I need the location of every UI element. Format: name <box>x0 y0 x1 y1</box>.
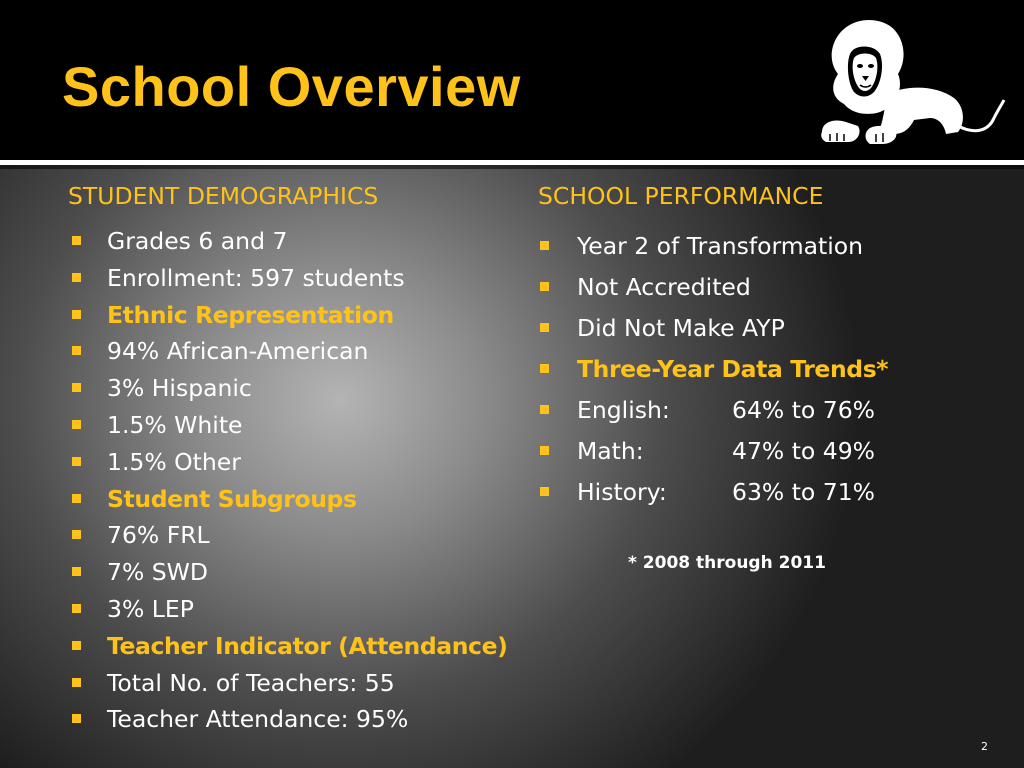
list-item <box>72 369 507 406</box>
list-item-text: 3% Hispanic <box>107 374 252 403</box>
list-item <box>72 259 507 296</box>
list-item <box>540 267 888 308</box>
trend-row-english <box>540 390 888 431</box>
list-item-text: Teacher Indicator (Attendance) <box>107 631 508 660</box>
list-item <box>72 700 507 737</box>
trend-subject: English: <box>577 396 670 424</box>
list-item-text: Ethnic Representation <box>107 300 394 329</box>
header-divider-shadow <box>0 165 1024 169</box>
slide-title: School Overview <box>62 55 521 118</box>
list-item-text: Three-Year Data Trends* <box>577 355 889 383</box>
list-item-text: Did Not Make AYP <box>577 314 785 342</box>
trend-value: 64% to 76% <box>732 396 875 424</box>
bullet-icon <box>72 494 81 503</box>
trend-row-math <box>540 431 888 472</box>
performance-heading: SCHOOL PERFORMANCE <box>538 182 824 210</box>
bullet-icon <box>72 567 81 576</box>
bullet-icon <box>72 714 81 723</box>
bullet-icon <box>72 530 81 539</box>
list-item-text: 3% LEP <box>107 594 194 623</box>
list-item <box>540 308 888 349</box>
list-item-text: 7% SWD <box>107 558 208 587</box>
bullet-icon <box>540 487 549 496</box>
list-item <box>72 222 507 259</box>
bullet-icon <box>72 236 81 245</box>
list-item-text: Student Subgroups <box>107 484 357 513</box>
performance-list <box>540 226 888 513</box>
trend-subject: Math: <box>577 437 644 465</box>
list-item-text: Enrollment: 597 students <box>107 263 405 292</box>
trend-row-history <box>540 472 888 513</box>
list-item-text: Teacher Attendance: 95% <box>107 705 409 734</box>
demographics-list <box>72 222 507 737</box>
slide-number: 2 <box>981 740 988 753</box>
bullet-icon <box>72 383 81 392</box>
bullet-icon <box>72 310 81 319</box>
list-subheading <box>72 480 507 517</box>
trend-value: 47% to 49% <box>732 437 875 465</box>
bullet-icon <box>540 241 549 250</box>
demographics-heading: STUDENT DEMOGRAPHICS <box>68 182 379 210</box>
bullet-icon <box>72 346 81 355</box>
list-item-text: 1.5% Other <box>107 447 241 476</box>
list-item-text: Grades 6 and 7 <box>107 227 288 255</box>
list-subheading <box>72 627 507 664</box>
list-item <box>72 443 507 480</box>
bullet-icon <box>540 323 549 332</box>
trend-subject: History: <box>577 478 667 506</box>
list-item <box>72 553 507 590</box>
list-item <box>72 516 507 553</box>
list-subheading <box>72 296 507 333</box>
list-item-text: 94% African-American <box>107 337 369 366</box>
bullet-icon <box>540 364 549 373</box>
list-item-text: Total No. of Teachers: 55 <box>107 668 395 697</box>
list-item <box>72 332 507 369</box>
list-item-text: Not Accredited <box>577 273 751 301</box>
bullet-icon <box>540 405 549 414</box>
list-item-text: 1.5% White <box>107 410 243 439</box>
list-item <box>72 406 507 443</box>
list-item-text: Year 2 of Transformation <box>577 232 864 260</box>
bullet-icon <box>72 273 81 282</box>
list-item <box>72 664 507 701</box>
list-item <box>72 590 507 627</box>
bullet-icon <box>72 604 81 613</box>
bullet-icon <box>72 678 81 687</box>
list-item <box>540 226 888 267</box>
bullet-icon <box>72 420 81 429</box>
list-subheading <box>540 349 888 390</box>
list-item-text: 76% FRL <box>107 521 210 550</box>
footnote: * 2008 through 2011 <box>628 553 826 573</box>
trend-value: 63% to 71% <box>732 478 875 506</box>
bullet-icon <box>540 282 549 291</box>
bullet-icon <box>72 457 81 466</box>
lion-mascot-icon <box>818 14 1006 150</box>
bullet-icon <box>72 641 81 650</box>
bullet-icon <box>540 446 549 455</box>
